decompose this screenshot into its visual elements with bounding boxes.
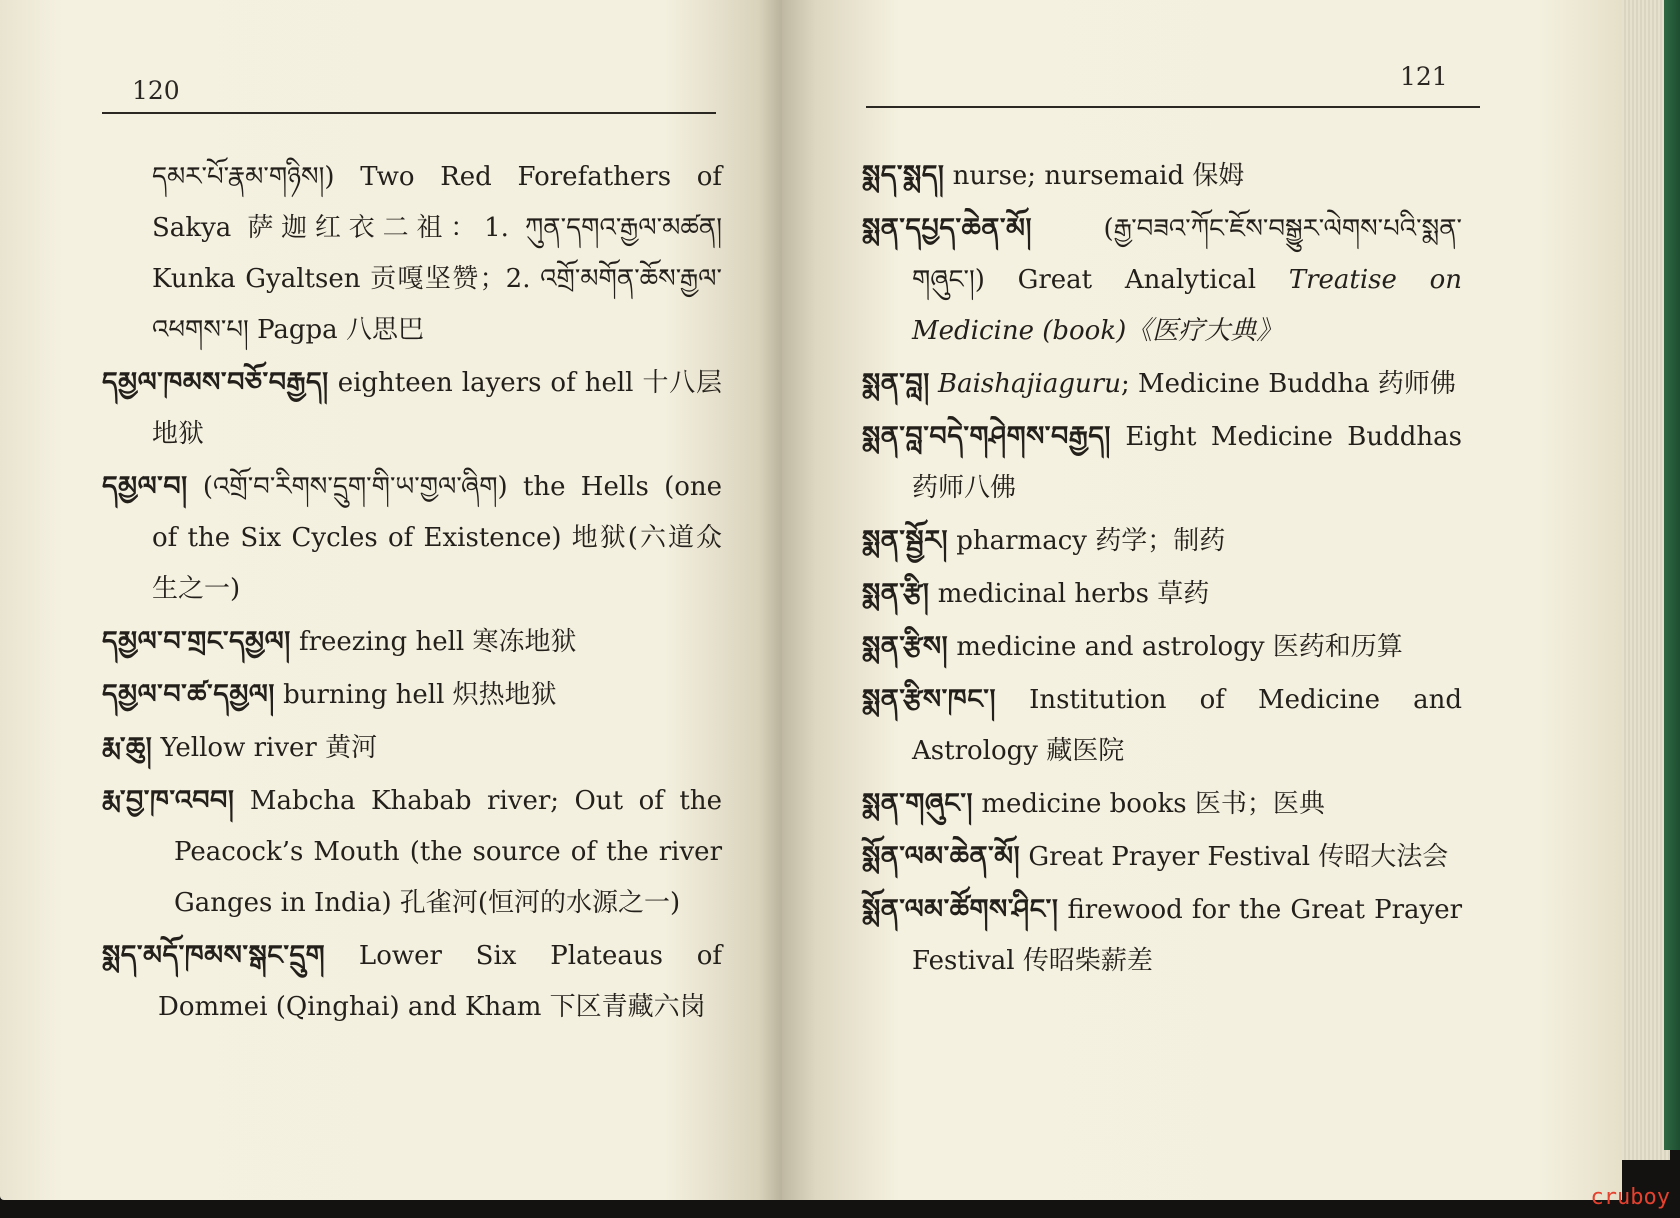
- dictionary-entry: [102, 461, 722, 615]
- entry-headword: སྨོན་ལམ་ཆེན་མོ།: [862, 841, 1021, 872]
- entry-headword: སྨད་མདོ་ཁམས་སྒང་དྲུག: [102, 940, 326, 971]
- entry-text: eighteen layers of hell 十八层地狱: [152, 368, 722, 449]
- entry-text: pharmacy 药学；制药: [956, 526, 1226, 556]
- dictionary-entry: [102, 930, 722, 1033]
- watermark: cruboy: [1590, 1185, 1670, 1210]
- entry-headword: དམྱལ་བ་གྲང་དམྱལ།: [102, 626, 291, 657]
- dictionary-entry: [862, 358, 1462, 410]
- dictionary-entry: [102, 722, 722, 774]
- entry-headword: དམྱལ་བ་ཚ་དམྱལ།: [102, 679, 275, 710]
- left-entry-list: [102, 152, 722, 1034]
- entry-text: ; Medicine Buddha 药师佛: [1120, 369, 1456, 399]
- dictionary-entry: [862, 884, 1462, 987]
- entry-headword: སྨན་བླ་བདེ་གཤེགས་བརྒྱད།: [862, 421, 1111, 452]
- left-page-number: 120: [132, 76, 180, 105]
- entry-headword: སྨན་དཔྱད་ཆེན་མོ།: [862, 213, 1032, 244]
- right-entry-list: [862, 150, 1462, 988]
- entry-headword: དམྱལ་ཁམས་བཅོ་བརྒྱད།: [102, 367, 329, 398]
- entry-text: Yellow river 黄河: [160, 733, 378, 763]
- dictionary-entry: [102, 616, 722, 668]
- entry-headword: སྨད་སྨད།: [862, 160, 945, 191]
- entry-headword: སྨན་རྩིས།: [862, 631, 949, 662]
- entry-headword: སྨན་རྩི།: [862, 578, 930, 609]
- entry-text: Eight Medicine Buddhas 药师八佛: [912, 422, 1463, 503]
- page-edges: [1622, 0, 1670, 1160]
- entry-text: burning hell 炽热地狱: [283, 680, 557, 710]
- dictionary-entry: [862, 203, 1462, 357]
- entry-headword: སྨོན་ལམ་ཚོགས་ཤིང་།: [862, 894, 1059, 925]
- entry-text: medicinal herbs 草药: [937, 579, 1210, 609]
- entry-text: firewood for the Great Prayer Festival 传昭柴薪差: [912, 895, 1463, 976]
- right-header-rule: [866, 106, 1480, 108]
- entry-text: freezing hell 寒冻地狱: [298, 627, 577, 657]
- entry-italic-text: Treatise on Medicine (book)《医疗大典》: [912, 265, 1462, 346]
- dictionary-entry: [862, 150, 1462, 202]
- left-header-rule: [102, 112, 716, 114]
- dictionary-entry: [862, 831, 1462, 883]
- entry-text: nurse; nursemaid 保姆: [952, 161, 1245, 191]
- entry-text: དམར་པོ་རྣམ་གཉིས།) Two Red Forefathers of Sakya 萨迦红衣二祖：1. ཀུན་དགའ་རྒྱལ་མཚན། Kunka Gyaltsen 贡嘎坚赞；2. འགྲོ་མགོན་ཆོས་རྒྱལ་འཕགས་པ། Pagpa 八思巴: [152, 162, 722, 345]
- dictionary-entry: [862, 778, 1462, 830]
- entry-text: Mabcha Khabab river; Out of the Peacock’s Mouth (the source of the river Ganges in India) 孔雀河(恒河的水源之一): [174, 786, 723, 918]
- dictionary-entry: [862, 411, 1462, 514]
- entry-headword: སྨན་གཞུང་།: [862, 788, 974, 819]
- dictionary-entry: [862, 568, 1462, 620]
- entry-text: medicine and astrology 医药和历算: [956, 632, 1403, 662]
- dictionary-entry: [102, 669, 722, 721]
- entry-headword: རྨ་བྱ་ཁ་འབབ།: [102, 785, 235, 816]
- dictionary-entry: [862, 621, 1462, 673]
- dictionary-entry: [102, 357, 722, 460]
- right-page: [782, 0, 1622, 1200]
- entry-headword: སྨན་སྦྱོར།: [862, 525, 948, 556]
- entry-headword: སྨན་རྩིས་ཁང་།: [862, 684, 996, 715]
- left-page: [0, 0, 782, 1200]
- entry-text: medicine books 医书；医典: [981, 789, 1325, 819]
- entry-headword: སྨན་བླ།: [862, 368, 930, 399]
- entry-italic-text: Baishajiaguru: [937, 369, 1121, 399]
- dictionary-entry: [862, 515, 1462, 567]
- dictionary-entry: [862, 674, 1462, 777]
- entry-text: Great Prayer Festival 传昭大法会: [1028, 842, 1449, 872]
- dictionary-entry: [102, 775, 722, 929]
- entry-text: Institution of Medicine and Astrology 藏医院: [912, 685, 1462, 766]
- entry-headword: རྨ་ཆུ།: [102, 732, 153, 763]
- book-cover-edge: [1664, 0, 1680, 1150]
- entry-headword: དམྱལ་བ།: [102, 471, 188, 502]
- entry-text: (རྒྱ་བཟའ་ཀོང་ཇོས་བསྒྱུར་ལེགས་པའི་སྨན་གཞུང་།) Great Analytical: [912, 214, 1462, 295]
- dictionary-entry: [102, 152, 722, 356]
- entry-text: Lower Six Plateaus of Dommei (Qinghai) and Kham 下区青藏六岗: [158, 941, 722, 1022]
- entry-text: (འགྲོ་བ་རིགས་དྲུག་གི་ཡ་གྱལ་ཞིག) the Hells (one of the Six Cycles of Existence) 地狱(六道众生之一): [152, 472, 722, 604]
- right-page-number: 121: [1400, 62, 1448, 91]
